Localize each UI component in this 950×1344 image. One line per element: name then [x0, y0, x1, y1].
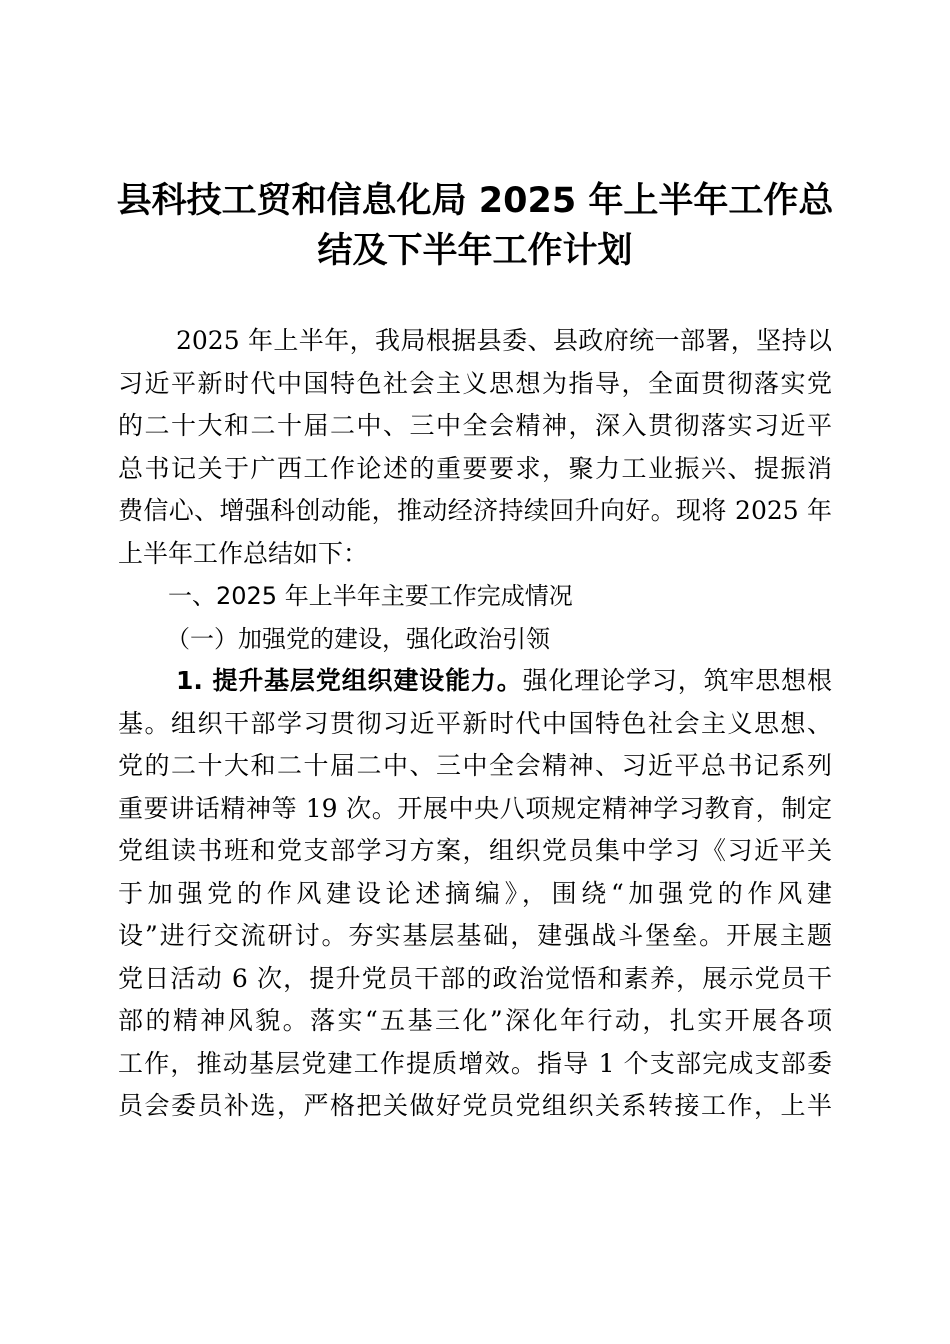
title-line-1: 县科技工贸和信息化局 2025 年上半年工作总: [116, 181, 834, 221]
item1-first-rest: 强化理论学习，筑牢思想根: [522, 666, 832, 695]
intro-line-1: 2025 年上半年，我局根据县委、县政府统一部署，坚持以: [176, 326, 832, 355]
item1-line-10: 工作，推动基层党建工作提质增效。指导 1 个支部完成支部委: [118, 1048, 832, 1078]
item1-line-7: 设”进行交流研讨。夯实基层基础，建强战斗堡垒。开展主题: [118, 921, 832, 950]
intro-line-4: 总书记关于广西工作论述的重要要求，聚力工业振兴、提振消: [118, 453, 832, 483]
item1-line-3: 党的二十大和二十届二中、三中全会精神、习近平总书记系列: [118, 751, 832, 780]
item1-line-5: 党组读书班和党支部学习方案，组织党员集中学习《习近平关: [118, 836, 832, 865]
item1-line-11: 员会委员补选，严格把关做好党员党组织关系转接工作，上半: [118, 1091, 832, 1120]
document-title: [100, 176, 850, 276]
title-line-2: 结及下半年工作计划: [317, 231, 633, 271]
item1-line-4: 重要讲话精神等 19 次。开展中央八项规定精神学习教育，制定: [118, 793, 832, 823]
intro-line-3: 的二十大和二十届二中、三中全会精神，深入贯彻落实习近平: [118, 411, 832, 440]
item1-line-2: 基。组织干部学习贯彻习近平新时代中国特色社会主义思想、: [118, 708, 832, 738]
item1-line-9: 部的精神风貌。落实“五基三化”深化年行动，扎实开展各项: [118, 1006, 832, 1035]
item1-first-line: [118, 660, 832, 703]
subsection-heading-1: （一）加强党的建设，强化政治引领: [166, 624, 550, 653]
document-body: [118, 320, 832, 1128]
intro-line-2: 习近平新时代中国特色社会主义思想为指导，全面贯彻落实党: [118, 368, 832, 398]
item1-line-6: 于加强党的作风建设论述摘编》，围绕“加强党的作风建: [118, 878, 832, 908]
section-heading-1: 一、2025 年上半年主要工作完成情况: [168, 582, 573, 610]
intro-line-6: 上半年工作总结如下：: [118, 538, 369, 568]
item1-bold-lead: 1. 提升基层党组织建设能力。: [176, 666, 523, 695]
item1-line-8: 党日活动 6 次，提升党员干部的政治觉悟和素养，展示党员干: [118, 963, 832, 993]
intro-line-5: 费信心、增强科创动能，推动经济持续回升向好。现将 2025 年: [118, 496, 832, 525]
